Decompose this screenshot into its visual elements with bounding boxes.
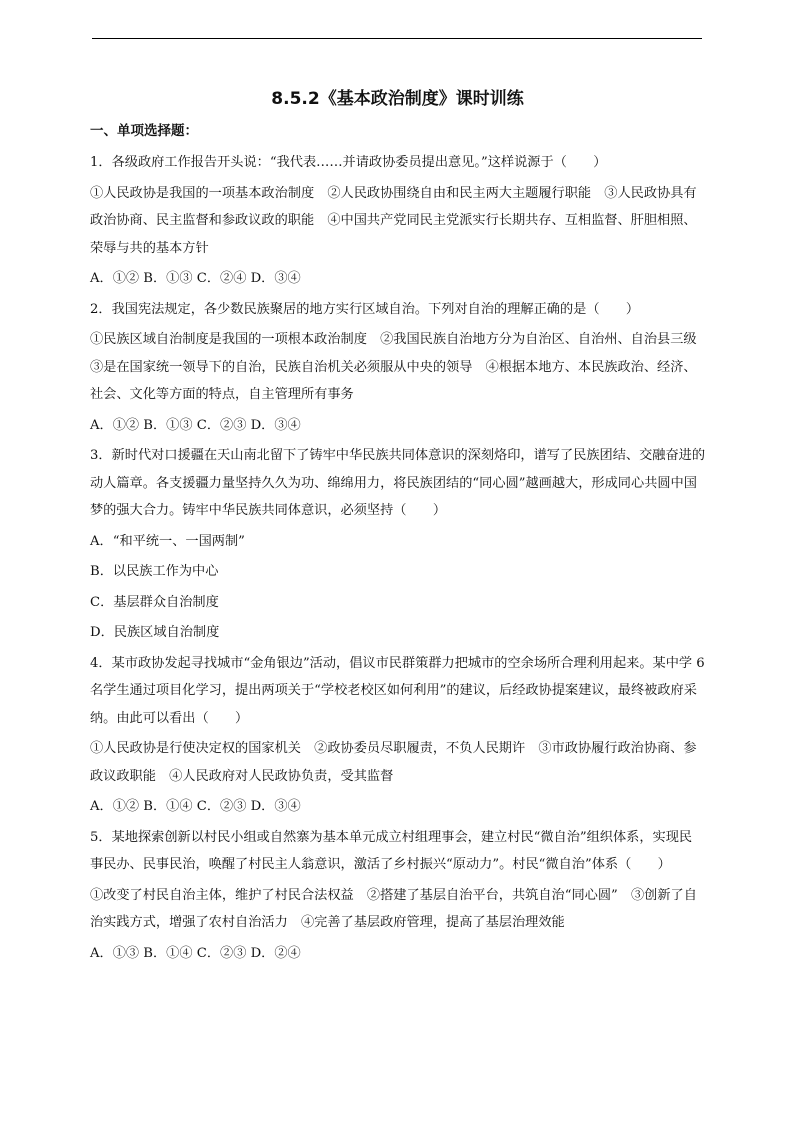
question-2 xyxy=(90,296,710,440)
question-5 xyxy=(90,824,705,968)
question-1 xyxy=(90,149,705,293)
question-4 xyxy=(90,650,705,821)
question-options: A．①② B．①④ C．②③ D．③④ xyxy=(90,799,301,814)
question-statements: ①人民政协是我国的一项基本政治制度 ②人民政协围绕自由和民主两大主题履行职能 ③人民政协具有政治协商、民主监督和参政议政的职能 ④中国共产党同民主党派实行长期共存、互相监督、肝胆相照、荣辱与共的基本方针 xyxy=(90,185,697,256)
section-heading: 一、单项选择题： xyxy=(90,123,198,139)
question-statements: ①人民政协是行使决定权的国家机关 ②政协委员尽职履责，不负人民期许 ③市政协履行政治协商、参政议政职能 ④人民政府对人民政协负责，受其监督 xyxy=(90,741,697,784)
header-rule xyxy=(92,38,702,39)
question-statements: ①改变了村民自治主体，维护了村民合法权益 ②搭建了基层自治平台，共筑自治“同心圆” ③创新了自治实践方式，增强了农村自治活力 ④完善了基层政府管理，提高了基层治理效能 xyxy=(90,887,697,930)
option-d: D．民族区域自治制度 xyxy=(90,625,220,640)
question-options: A．①② B．①③ C．②③ D．③④ xyxy=(90,417,301,433)
question-3 xyxy=(90,442,705,647)
question-stem: 3．新时代对口援疆在天山南北留下了铸牢中华民族共同体意识的深刻烙印，谱写了民族团结、交融奋进的动人篇章。各支援疆力量坚持久久为功、绵绵用力，将民族团结的“同心圆”越画越大，形成同心共圆中国梦的强大合力。铸牢中华民族共同体意识，必须坚持（ ） xyxy=(90,448,706,518)
question-stem: 1．各级政府工作报告开头说：“我代表……并请政协委员提出意见。”这样说源于（ ） xyxy=(90,155,607,170)
question-options: A．①③ B．①④ C．②③ D．②④ xyxy=(90,945,301,961)
option-b: B．以民族工作为中心 xyxy=(90,564,219,579)
option-a: A．“和平统一、一国两制” xyxy=(90,533,245,549)
question-statements: ①民族区域自治制度是我国的一项根本政治制度 ②我国民族自治地方分为自治区、自治州、自治县三级 ③是在国家统一领导下的自治，民族自治机关必须服从中央的领导 ④根据本地方、本民族政治、经济、社会、文化等方面的特点，自主管理所有事务 xyxy=(90,332,710,402)
document-page xyxy=(90,84,710,970)
question-stem: 4．某市政协发起寻找城市“金角银边”活动，倡议市民群策群力把城市的空余场所合理利用起来。某中学 6 名学生通过项目化学习，提出两项关于“学校老校区如何利用”的建议，后经政协提案建议，最终被政府采纳。由此可以看出（ ） xyxy=(90,655,705,726)
option-c: C．基层群众自治制度 xyxy=(90,594,219,610)
question-stem: 2．我国宪法规定，各少数民族聚居的地方实行区域自治。下列对自治的理解正确的是（ ） xyxy=(90,301,640,317)
document-title: 8.5.2《基本政治制度》课时训练 xyxy=(271,89,524,109)
question-stem: 5．某地探索创新以村民小组或自然寨为基本单元成立村组理事会，建立村民“微自治”组织体系，实现民事民办、民事民治，唤醒了村民主人翁意识，激活了乡村振兴“原动力”。村民“微自治”体系（ ） xyxy=(90,829,693,872)
question-options: A．①② B．①③ C．②④ D．③④ xyxy=(90,271,301,286)
